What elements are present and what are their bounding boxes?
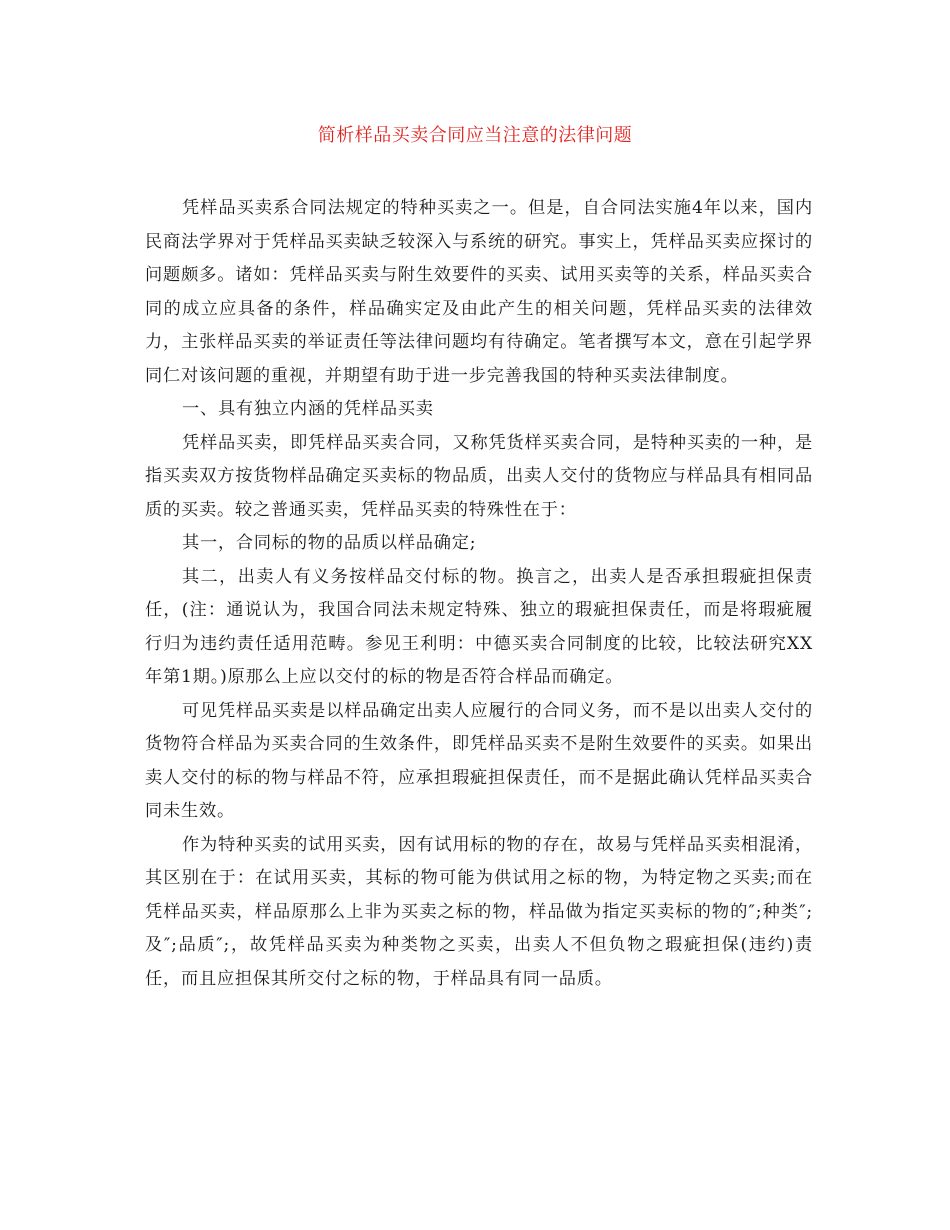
paragraph-intro: 凭样品买卖系合同法规定的特种买卖之一。但是，自合同法实施4年以来，国内民商法学界对于凭样品买卖缺乏较深入与系统的研究。事实上，凭样品买卖应探讨的问题颇多。诸如：凭样品买卖与附生效要件的买卖、试用买卖等的关系，样品买卖合同的成立应具备的条件，样品确实定及由此产生的相关问题，凭样品买卖的法律效力，主张样品买卖的举证责任等法律问题均有待确定。笔者撰写本文，意在引起学界同仁对该问题的重视，并期望有助于进一步完善我国的特种买卖法律制度。	[145, 198, 813, 386]
paragraph-point-two: 其二，出卖人有义务按样品交付标的物。换言之，出卖人是否承担瑕疵担保责任，(注：通说认为，我国合同法未规定特殊、独立的瑕疵担保责任，而是将瑕疵履行归为违约责任适用范畴。参见王利明：中德买卖合同制度的比较，比较法研究XX年第1期。)原那么上应以交付的标的物是否符合样品而确定。	[145, 566, 813, 687]
section-heading: 一、具有独立内涵的凭样品买卖	[181, 399, 434, 419]
paragraph-point-one: 其一，合同标的物的品质以样品确定;	[181, 533, 477, 553]
paragraph-definition: 凭样品买卖，即凭样品买卖合同，又称凭货样买卖合同，是特种买卖的一种，是指买卖双方按货物样品确定买卖标的物品质，出卖人交付的货物应与样品具有相同品质的买卖。较之普通买卖，凭样品买卖的特殊性在于：	[145, 432, 813, 520]
document-title: 简析样品买卖合同应当注意的法律问题	[317, 125, 633, 146]
paragraph-conclusion: 可见凭样品买卖是以样品确定出卖人应履行的合同义务，而不是以出卖人交付的货物符合样品为买卖合同的生效条件，即凭样品买卖不是附生效要件的买卖。如果出卖人交付的标的物与样品不符，应承担瑕疵担保责任，而不是据此确认凭样品买卖合同未生效。	[145, 700, 813, 821]
document-body	[145, 192, 813, 996]
paragraph-comparison: 作为特种买卖的试用买卖，因有试用标的物的存在，故易与凭样品买卖相混淆，其区别在于：在试用买卖，其标的物可能为供试用之标的物，为特定物之买卖;而在凭样品买卖，样品原那么上非为买卖之标的物，样品做为指定买卖标的物的″;种类″;及″;品质″;，故凭样品买卖为种类物之买卖，出卖人不但负物之瑕疵担保(违约)责任，而且应担保其所交付之标的物，于样品具有同一品质。	[145, 834, 813, 989]
